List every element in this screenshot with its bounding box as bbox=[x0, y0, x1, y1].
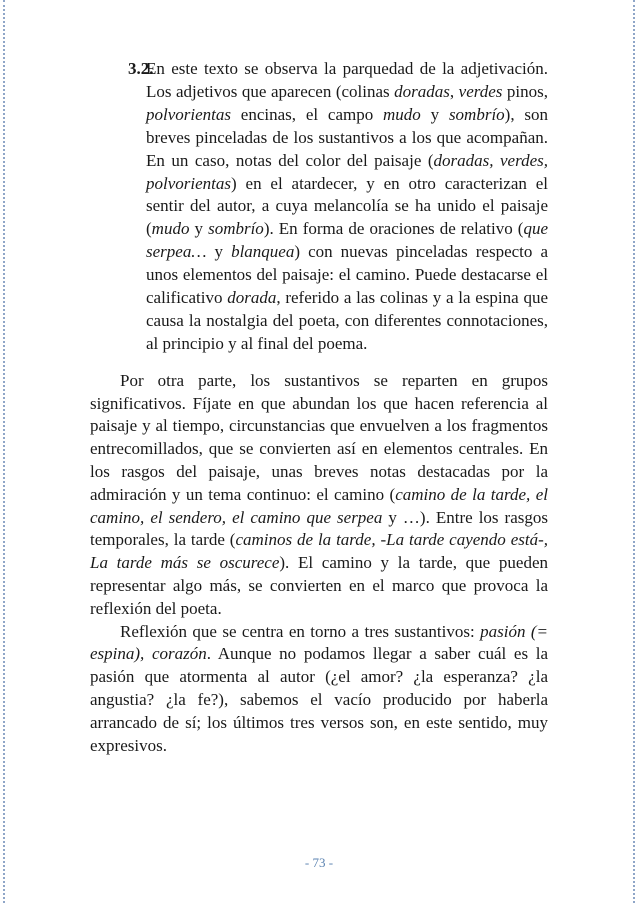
italic-text: sombrío bbox=[448, 104, 505, 124]
text-run: ). En forma de oraciones de relativo ( bbox=[263, 219, 524, 239]
italic-text: doradas bbox=[394, 81, 450, 101]
text-run: , bbox=[449, 81, 459, 101]
page-border-right bbox=[633, 0, 635, 903]
text-run: y bbox=[189, 219, 209, 239]
paragraph bbox=[90, 370, 548, 621]
italic-text: verdes bbox=[458, 81, 503, 101]
italic-text: pasión (= espina), corazón bbox=[90, 621, 548, 664]
document-page bbox=[90, 58, 548, 757]
italic-text: que serpea… bbox=[146, 219, 548, 262]
page-number: - 73 - bbox=[304, 855, 334, 870]
text-run: Por otra parte, los sustantivos se reparten en grupos significativos. Fíjate en que abundan los que hacen referencia al paisaje y al tiempo, circunstancias que envuelven a los fragmentos entrecomillados, que se convierten así en elementos centrales. En los rasgos del paisaje, unas breves notas destacadas por la admiración y un tema continuo: el camino ( bbox=[90, 370, 548, 504]
section-3-2 bbox=[128, 58, 549, 356]
italic-text: caminos de la tarde, -La tarde cayendo está-, La tarde más se oscurece bbox=[90, 530, 548, 573]
text-run: ). El camino y la tarde, que pueden representar algo más, se convierten en el marco que provoca la reflexión del poeta. bbox=[90, 553, 549, 618]
paragraph bbox=[90, 621, 548, 758]
text-run: , referido a las colinas y a la espina que causa la nostalgia del poeta, con diferentes connotaciones, al principio y al final del poema. bbox=[146, 288, 548, 353]
section-text bbox=[146, 59, 548, 353]
italic-text: camino de la tarde, el camino, el sendero, el camino que serpea bbox=[90, 484, 549, 527]
text-run: ) en el atardecer, y en otro caracterizan el sentir del autor, a cuya melancolía se ha unido el paisaje ( bbox=[146, 173, 548, 239]
section-number: 3.2. bbox=[128, 59, 154, 78]
text-run: En este texto se observa la parquedad de la adjetivación. Los adjetivos que aparecen (colinas bbox=[146, 59, 548, 101]
page-border-left bbox=[3, 0, 5, 903]
italic-text: sombrío bbox=[208, 219, 264, 239]
text-run: ), son breves pinceladas de los sustantivos a los que acompañan. En un caso, notas del color del paisaje ( bbox=[146, 104, 549, 170]
text-run: y bbox=[206, 242, 232, 262]
text-run: encinas, el campo bbox=[231, 104, 384, 124]
text-run: y bbox=[420, 104, 449, 124]
italic-text: doradas, verdes, polvorientas bbox=[146, 150, 548, 193]
text-run: ) con nuevas pinceladas respecto a unos elementos del paisaje: el camino. Puede destacarse el calificativo bbox=[146, 242, 548, 308]
text-run: . Aunque no podamos llegar a saber cuál es la pasión que atormenta al autor (¿el amor? ¿la esperanza? ¿la angustia? ¿la fe?), sabemos el vacío producido por haberla arrancado de sí; los últimos tres versos son, en este sentido, muy expresivos. bbox=[90, 644, 549, 755]
italic-text: mudo bbox=[383, 104, 421, 124]
italic-text: mudo bbox=[151, 219, 190, 239]
text-run: pinos, bbox=[502, 81, 549, 101]
italic-text: polvorientas bbox=[146, 104, 231, 124]
text-run: y …). Entre los rasgos temporales, la tarde ( bbox=[90, 507, 548, 550]
italic-text: blanquea bbox=[231, 242, 295, 262]
italic-text: dorada bbox=[227, 288, 277, 308]
text-run: Reflexión que se centra en torno a tres sustantivos: bbox=[120, 621, 481, 641]
